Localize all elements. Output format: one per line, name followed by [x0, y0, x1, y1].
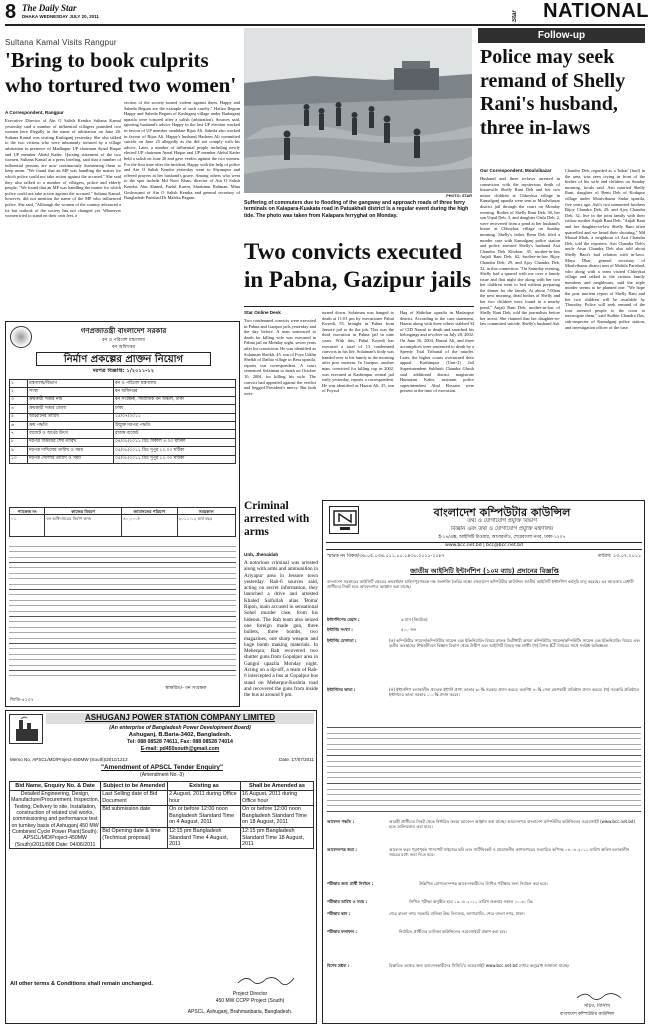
followup-banner: Follow-up [478, 28, 645, 43]
table-header: Existing as [168, 782, 241, 791]
special-value: বিস্তারিত তথ্যের জন্য আবেদনকারীদের সিসিবি'র ওয়েবসাইট www.bcc.net.bd দেখার অনুরোধ জানানো যাচ্ছে। [389, 963, 570, 968]
table-cell: ১ [10, 380, 28, 388]
table-header: প্যাকেজ নং [10, 508, 45, 515]
table-cell: ক্রয়কারী সত্তার নাম [28, 396, 114, 404]
photo-caption: Suffering of commuters due to flooding of the gangway and approach roads of three ferry terminals on Kalapara-Kuakata road in Patuakhali district is a regular event during the high tide. The photo was taken from Kalapara ferryghat on Monday. [244, 200, 469, 219]
power-plant-icon [10, 715, 43, 744]
table-row [10, 388, 236, 396]
ad-office: বন অধিদপ্তর [111, 345, 136, 350]
duration-label: ইন্টার্নশিপের মেয়াদ : [327, 617, 360, 622]
memo-date: Date: 17/07/2011 [279, 757, 314, 762]
signature-scribble [236, 973, 296, 987]
table-cell: সংস্থা [28, 388, 114, 396]
bcc-signature: সচিব, বিসিসি [584, 1004, 610, 1009]
bcc-logo-icon [330, 507, 359, 534]
bcc-signature-scribble [573, 989, 633, 1001]
table-cell: ০৪/০৮/২০১১ খ্রিঃ বিকাল ৪.০০ ঘটিকা [113, 438, 235, 446]
exam-value: উল্লিখিত যোগ্যতাসম্পন্ন আবেদনকারীদের লিখিত পরীক্ষার জন্য নির্বাচন করা হবে। [419, 881, 548, 886]
table-cell: ২০১১-১২ অর্থ বছর [177, 515, 235, 537]
table-header: কাজের বিবরণ [45, 508, 122, 515]
table-cell: 2 August, 2011 during Office hour [168, 790, 241, 805]
table-cell: ৪ [10, 405, 28, 413]
memo-number: Memo No. APSCL/MD/Project-450MW (South)/2011/1213 [10, 757, 128, 762]
flood-scene-image [244, 28, 472, 193]
exam-label: পরীক্ষার জন্য প্রার্থী নির্বাচন : [327, 881, 374, 886]
story-column: turned down. Solaiman was hanged to death at 11:01 pm by executioner Pabul Koyedi, 55, brought in Pabna from Jessore jail to do the job. This was the third execution in Pabna jail in nine years. With this, Pabul Koyedi has executed a total of 13 condemned convicts in his life. Solaiman's body was handed over to his family in the morning after post mortem. In Gazipur, another man, convicted for killing cop in 2002, was executed at Kashimpur central jail early yesterday, reports a correspondent. He was identified as Hazrat Ali, 35, son of Foyzul [322, 310, 394, 394]
story-kicker: Sultana Kamal Visits Rangpur [5, 38, 117, 47]
table-cell: মন্ত্রণালয়/বিভাগ [28, 380, 114, 388]
table-cell: ২ [10, 388, 28, 396]
table-cell: ৫ [10, 413, 28, 421]
ad-signature: স্বাক্ষরিত/- বন সংরক্ষক [165, 686, 207, 691]
amendment-table [9, 781, 314, 849]
company-name: ASHUGANJ POWER STATION COMPANY LIMITED [46, 713, 314, 724]
table-row [10, 405, 236, 413]
bcc-ministry: তথ্য ও যোগাযোগ প্রযুক্তি বিভাগ [467, 518, 537, 524]
govt-tender-ad [5, 321, 240, 707]
apscl-logo [9, 714, 43, 744]
table-row [10, 421, 236, 429]
story-headline: Two convicts executed in Pabna, Gazipur jails [244, 239, 472, 292]
result-value: নির্বাচিত প্রার্থীদের তালিকা কাউন্সিলের ওয়েবসাইটে প্রকাশ করা হবে। [399, 929, 507, 934]
story-byline: A Correspondent, Rangpur [5, 110, 64, 115]
table-cell: ৭ [10, 430, 28, 438]
story-byline: Unb, Jhenaidah [244, 552, 279, 557]
company-phone: Tel: 088 08528 74611, Fax: 088 08528 74014 [127, 739, 233, 745]
story-headline: Criminal arrested with arms [244, 500, 310, 538]
terms-note: All other terms & Conditions shall remain unchanged. [10, 981, 153, 987]
signer-title: 450 MW CCPP Project (South) [215, 998, 285, 1004]
table-cell: ৪০,০০০/- [122, 515, 177, 537]
exam-date-value: লিখিত পরীক্ষা অনুষ্ঠিত হবে ১৯.০৮.২০১১ তারিখ শুক্রবার সকাল ১০.৩০ মিঃ [409, 899, 533, 904]
table-row [10, 430, 236, 438]
photo-credit: PHOTO: STAR [446, 194, 472, 198]
allowance-value: (ক) ইন্টার্নশিপ চলাকালীন প্রত্যেক ইন্টার্নি প্রাপ্য ভাতার ৬০% সরকার প্রদান করবে। অবশিষ্ট ৪০% সেবা গ্রহণকারী প্রতিষ্ঠান প্রদান করবে। (খ) সরকারি প্রতিষ্ঠানে ইন্টার্নদের ভাতা সরকার ১০০% প্রদান করবে। [389, 687, 640, 698]
table-header: জামানতের পরিমাণ [122, 508, 177, 515]
package-table [9, 507, 236, 537]
table-cell: ৩ [10, 396, 28, 404]
ad-subtitle: বন ও পরিবেশ মন্ত্রণালয় [101, 338, 146, 343]
allowance-label: ইন্টার্নিদের ভাতা : [327, 687, 356, 692]
story-headline: Police may seek remand of Shelly Rani's husband, three in-laws [480, 46, 626, 139]
bcc-sign-caption: বাংলাদেশ কম্পিউটার কাউন্সিল [559, 1012, 615, 1017]
bcc-intro: বাংলাদেশ সরকারের আইসিটি ক্ষেত্রের ক্রমবর্ধমান চাহিদাপূরণকল্পে দক্ষ জনশক্তি তৈরির লক্ষ্যে বাংলাদেশ কম্পিউটার কাউন্সিল জাতীয় আইসিটি ইন্টার্নশিপ কর্মসূচি চালু করেছে। এর আওতায় মেধাবী প্রার্থীদের নিকট হতে আবেদনপত্র আহ্বান করা যাচ্ছে। [327, 579, 634, 590]
signer-address: APSCL, Ashuganj, Brahmanbaria, Bangladesh. [187, 1009, 293, 1015]
qual-label: ইন্টার্নির যোগ্যতা : [327, 638, 357, 643]
signature-icon [573, 990, 633, 1001]
bcc-org-name: বাংলাদেশ কম্পিউটার কাউন্সিল [433, 506, 571, 518]
story-headline: 'Bring to book culprits who tortured two women' [5, 48, 237, 97]
bcc-date: তারিখ: ১৩.০৭.২০১১ [597, 554, 641, 559]
section-name: NATIONAL [543, 0, 649, 22]
bcc-logo [329, 506, 359, 534]
story-column: A notorious criminal was arrested along with arms and ammunition in Ariyapur area in Jessore town yesterday. Rab-6 sources said, acting on secret information, they launched a drive and arrested Khaled Saifullah alias 'Boma' Ripon, main accused in sensational Sohel murder case, from his hideout. The Rab team also seized one foreign made gun, three bullets, three bombs, two magazines, one sharp weapon and huge bomb making materials. In Meherpur, Rab recovered two shutter guns from Gopalpur area in Gangni upazila Monday night. Acting on a tip-off, a team of Rab-6 intercepted a bus at Gopalpur bus stand on Meherpur-Kushtia road and recovered the guns from inside the bus at around 9 pm. [244, 560, 318, 699]
ad-ref: দরপত্র বিজ্ঞপ্তি: ১/২০১১-১২ [92, 368, 155, 374]
table-cell: বন ও পরিবেশ মন্ত্রণালয় [113, 380, 235, 388]
bcc-memo: স্মারক নং বিকক/৩৬.০৫.০৩৪.০১১.০০.১৪৩০.২০১১-২০৮৭ [327, 554, 445, 559]
table-row [10, 447, 236, 455]
story-byline: Our Correspondent, Moulvibazar [480, 168, 552, 173]
story-column: Haq of Shibchar upazila in Madaripur district. According to the case statement, Hazrat along with three others stabbed SI of CID Nazrul to death and snatched his belongings and revolver on July 28, 2002. On June 16, 2004, Hazrat Ali, and three accomplices were sentenced to death by a Speedy Trial Tribunal of the murder. Later, the higher courts overturned their appeal. Kashimpur (Unit-2) Jail Superintendent Subhash Chandra Ghosh said additional district magistrate Humayun Kabir, assistant police superintendent Abul Hossain were present at the time of execution. [400, 310, 474, 394]
bcc-fine-print [327, 725, 641, 813]
table-cell: বন অধিদপ্তর [113, 388, 235, 396]
table-cell: Last Selling date of Bid Document [101, 790, 168, 805]
table-header: Bid Name, Enquiry No. & Date [10, 782, 101, 791]
exam-date-label: পরীক্ষার তারিখ ও সময় : [327, 899, 368, 904]
table-cell: ক্রয়কারী সত্তার জেলা [28, 405, 114, 413]
table-cell: বন অধিদপ্তরের নির্মাণ কাজ [45, 515, 122, 537]
seats-value: ৫০০ জন [401, 627, 417, 632]
date-line: DHAKA WEDNESDAY JULY 20, 2011 [22, 14, 99, 19]
ad-title: গণপ্রজাতন্ত্রী বাংলাদেশ সরকার [80, 327, 167, 335]
story-column: Executive Director of Ain O Salish Kendra Sultana Kamal yesterday said a number of influential villagers punished two women here illegally in the name of arbitration on June 26. Sultana Kamal was visiting Kashiganj yesterday. She also talked to the two victims who were inhumanly tortured by a village arbitration in presence of Madhupur UP chairman Aynal Haque and UP member Abdul Kader. Quoting statement of the two women, Sultana Kamal at a press briefing, said that a number of influential persons are now continuously threatening them to keep mum. "We found that an MP was handling the matter for which police could not take action against the accused." She said they also talked to a number of villagers, police and elderly people. "We found that an MP was handling the matter for which police could not take action against the accused." Sultana Kamal, however, did not mention the name of the MP who influenced police. She said, "Although the women of the country advanced a lot but outlook of the society has not changed yet. Whenever women tried to stand on their own feet, a [5, 118, 121, 219]
table-row [10, 413, 236, 421]
company-email: E-mail: pd450south@gmail.com [140, 746, 220, 752]
table-cell: রাজস্ব বাজেট [113, 430, 235, 438]
story-column: section of the society turned violent against them, Happy and Saheda Begum are the example of such cruelty." Hafiza Begum Happy and Saheda Begum of Kashiganj village under Badarganj upazila were tortured after a salish (arbitration). Sources said, ignoring husband's advice Happy in the last UP election worked in favour of UP member candidate Bijas Ali. Saheda also worked in favour of Bijas Ali. Happy's husband Hashem Ali committed suicide on June 25 allegedly as the did not comply with his advice. Later, a number of influential people including newly elected UP chairman Aynal Haque and UP member Abdul Kader held a salish on June 26 and gave verdict against the two women. For the first time after the incident, Happy with the help of police and Ain O Salish Kendra yesterday went to Shyampur and offered prayers at her husband's grave. Among others who went to the spot include Md Noor Khan, director of Ain O Salish Kendra, Abu Ahmed, Fazlul Karim, Shashinur Rahman, Mina Goshswami of Ain O Salish Kendra and general secretary of Bangladesh Parishad Dr Maleka Begum. [124, 100, 240, 201]
special-label: বিশেষ দ্রষ্টব্য : [327, 963, 350, 968]
venue-label: পরীক্ষার স্থান : [327, 911, 351, 916]
table-cell: Detailed Engineering, Design, Manufacture/Procurement, Inspection, Testing, Delivery to site, Installation, construction of related civil works, commissioning and performance test on turnkey basis of Ashuganj 450 MW Combined Cycle Power Plant(South). APSCL/MD/Project-450MW (South)/2011/808 Date: 04/06/2011 [11, 791, 100, 848]
table-cell: 12:15 pm Bangladesh Standard Time 4 August, 2011 [168, 827, 241, 849]
table-cell: দরপত্র দাখিলের তারিখ ও সময় [28, 447, 114, 455]
table-header: Subject to be Amended [101, 782, 168, 791]
qual-value: (ক) কম্পিউটার সায়েন্স/কম্পিউটার সায়েন্স এন্ড ইঞ্জিনিয়ারিং বিষয়ে স্নাতক ডিগ্রীধারী অথবা কম্পিউটার সায়েন্স/কম্পিউটিং সায়েন্স এন্ড ইঞ্জিনিয়ারিং বিষয়ে এবং তৃতীয় অবস্থানের শিক্ষাজীবনে বিজ্ঞান বিভাগ থেকে উত্তীর্ণ এবং আইসিটি বিষয়ে দক্ষ প্রার্থী। (খ) বিগত ICT বিষয়ের সাথে সংশ্লিষ্ট অভিজ্ঞতা। [389, 638, 641, 649]
table-cell: ০১ [10, 515, 45, 537]
table-cell: ক্রয় পদ্ধতি [28, 421, 114, 429]
table-cell: ০৫/০৮/২০১১ খ্রিঃ দুপুর ১২.০০ ঘটিকা [113, 447, 235, 455]
amendment-number: (Amendment No.-3) [140, 772, 184, 778]
table-cell: ৬ [10, 421, 28, 429]
company-address: Ashuganj, B.Baria-3402, Bangladesh. [128, 732, 232, 738]
bcc-address: ই-১৪/এক্স, আইসিটি টাওয়ার, আগারগাঁও, শেরেবাংলা নগর, ঢাকা-১২০৭ [438, 535, 566, 540]
table-cell: আহ্বানের তারিখ [28, 413, 114, 421]
tender-info-table [9, 379, 236, 464]
bcc-internship-ad [322, 500, 645, 1024]
table-cell: বাজেট ও অর্থের উৎস [28, 430, 114, 438]
table-cell: Bid Opening date & time (Technical proposal) [101, 827, 168, 849]
story-byline: Star Online Desk [244, 310, 281, 315]
fee-value: আবেদন ফরম পূরণপূর্বক পাসপোর্ট সাইজের ছবি এবং সার্টিফিকেট ও প্রয়োজনীয় কাগজপত্রের সত্যায়িত কপিসহ ০৪.০৮.২০১১ তারিখ অফিস চলাকালীন সময়ের মধ্যে জমা দিতে হবে। [389, 847, 630, 858]
table-row [10, 380, 236, 388]
seats-label: ইন্টার্নির সংখ্যা : [327, 627, 353, 632]
table-cell: ১০ [10, 455, 28, 463]
signature-icon [236, 973, 296, 987]
ad-notice-title: নির্মাণ প্রকল্পের প্রাক্তন নিয়োগ [36, 352, 211, 366]
table-cell: বন সংরক্ষক, সামাজিক বন অঞ্চল, ঢাকা [113, 396, 235, 404]
bcc-ministry-2: বিজ্ঞান এবং তথ্য ও যোগাযোগ প্রযুক্তি মন্ত্রণালয় [450, 526, 554, 532]
table-cell: ৯ [10, 447, 28, 455]
table-row [10, 438, 236, 446]
story-column: Chandra Deb, regarded as a 'bokai' (fool) in the area, was seen crying in front of the bodies of his wife and children on Sunday morning, locals said. Asit married Shelly Rani, daughter of Benu Deb of Kodupur village under Moulvibazar Sadar upazila, five years ago. Asit's two unmarried brothers Bijoy Chandra Deb, 29, and Ajoy Chandra Deb, 32, live in the joint family with their widow mother Anjali Rani Deb. "Anjali Rani and her daughter-in-law Shelly Rani often quarrelled and we heard their shouting," Md Masud Miah, a neighbour of Asit Chandra Deb, told the reporters. Asit Chandra Deb's uncle Arun Chandra Deb also told about Shelly Rani's bad relation with in-laws. Maya Dhar, general secretary of Moulvibazar district unit of Mohila Parishad, who along with a team visited Chhoykut village and talked to the victims family members and neighbours, said the triple murder seems to be planned one. "We hope the post mortem report of Shelly Rani and her two children will be available by Thursday. Police will seek remand of the four arrested people to the court to interrogate them," said Sudhin Chandra Das, sub-inspector of Kamalganj police station, and investigation officer of the case. [565, 168, 645, 330]
story-column: Husband and three in-laws arrested in connection with the mysterious death of housewife Shelly Rani Deb and her two minor children at Chhoykut village in Kamalganj upazila were sent to Moulvibazar district jail through the court on Monday evening. Bodies of Shelly Rani Deb, 30, her son Utpal Deb, 3, and daughter Oishi Deb, 2, were recovered from a pond at her husband's house at Chhoykut village on Sunday morning. Shelly's father Benu Deb filed a murder case with Kamalganj police station and police arrested Shelly's husband Asit Chandra Deb Khokon, 35, mother-in-law Anjali Rani Deb, 62, brother-in-law Bijoy Chandra Deb, 29, and Ajoy Chandra Deb, 32, in this connection. "On Saturday evening, Shelly had a quarrel with me over a family issue and that night she along with her two her children went to bed without preparing the dinner for the family. At about 7:00am the next morning, dead bodies of Shelly and her two children were found in a nearby pond," Anjali Rani Deb, mother-in-law of Shelly Rani Deb, told the journalists before her arrest. She claimed that her daughter-in-law committed suicide. Shelly's husband Asit [480, 176, 560, 327]
table-header: সময়কাল [177, 508, 235, 515]
table-cell: ঢাকা [113, 405, 235, 413]
bcc-notice-title: জাতীয় আইসিটি ইন্টার্নশিপ (১০ম ব্যাচ) প্রদানের বিজ্ঞপ্তি [410, 567, 559, 575]
table-row [10, 455, 236, 463]
story-column: Two condemned convicts were executed in Pabna and Gazipur jails yesterday and the day before. A man sentenced to death for killing wife was executed in Pabna jail on Monday night, seven years after his conviction. He was identified as Solaiman Sheikh, 45, son of Foyz Uddin Sheikh of Dathia village in Bera upazila, reports our correspondent. A court sentenced Solaiman to death on October 10, 2004, for killing his wife. The convict had appealed against the verdict and begged President's mercy. But both were [244, 318, 316, 396]
star-mark: Star [512, 10, 518, 22]
table-cell: দরপত্র খোলার তারিখ ও সময় [28, 455, 114, 463]
paper-name: The Daily Star [22, 3, 77, 13]
table-cell: ১৫/০৭/২০১১ [113, 413, 235, 421]
duration-value: ৬ মাস (নিয়মিত) [401, 617, 428, 622]
table-cell: On or before 12:00 noon Bangladesh Standard Time on 18 August, 2011 [241, 805, 314, 827]
section-divider [244, 306, 474, 307]
govt-emblem [10, 326, 32, 348]
table-cell: On or before 12:00 noon Bangladesh Standard Time on 4 August, 2011 [168, 805, 241, 827]
masthead-rule [5, 24, 645, 26]
table-cell: দরপত্র বিক্রয়ের শেষ তারিখ [28, 438, 114, 446]
table-cell: ০৫/০৮/২০১১ খ্রিঃ দুপুর ১২.৩০ ঘটিকা [113, 455, 235, 463]
signer-name: Project Director [232, 991, 268, 997]
fee-label: আবেদনপত্র জমা : [327, 847, 357, 852]
table-cell: 16 August, 2011 during Office hour [241, 790, 314, 805]
ad-fine-print [9, 544, 236, 679]
venue-value: শেরে বাংলা নগর সরকারি বালিকা উচ্চ বিদ্যালয়, আগারগাঁও, শেরে বাংলা নগর, ঢাকা। [389, 911, 525, 916]
table-cell: উন্মুক্ত দরপত্র পদ্ধতি [113, 421, 235, 429]
bcc-contact: www.bcc.net.bd | bcc@bcc.net.bd [326, 542, 642, 550]
apply-value: আগ্রহী প্রার্থীদের নিকট থেকে নির্ধারিত ফরমে আবেদন আহ্বান করা যাচ্ছে। আবেদনপত্র বাংলাদেশ কম্পিউটার কাউন্সিলের ওয়েবসাইট (www.bcc.net.bd) হতে ডাউনলোড করা যাবে। [389, 819, 636, 830]
company-sub: (An enterprise of Bangladesh Power Development Board) [109, 725, 251, 731]
ferry-photo [244, 28, 472, 193]
ad-footer: জিডি-৫১০৭ [10, 698, 34, 703]
table-row [10, 396, 236, 404]
ashuganj-tender-ad [5, 710, 317, 1024]
page-number: 8 [5, 1, 17, 23]
result-label: পরীক্ষার ফলাফল : [327, 929, 358, 934]
table-cell: ৮ [10, 438, 28, 446]
table-cell: Bid submission date [101, 805, 168, 827]
table-header: Shall be Amended as [241, 782, 314, 791]
table-cell: 12:15 pm Bangladesh Standard Time 18 August, 2011 [241, 827, 314, 849]
amendment-title: "Amendment of APSCL Tender Enquiry" [100, 764, 224, 771]
apply-label: আবেদন পদ্ধতি : [327, 819, 355, 824]
